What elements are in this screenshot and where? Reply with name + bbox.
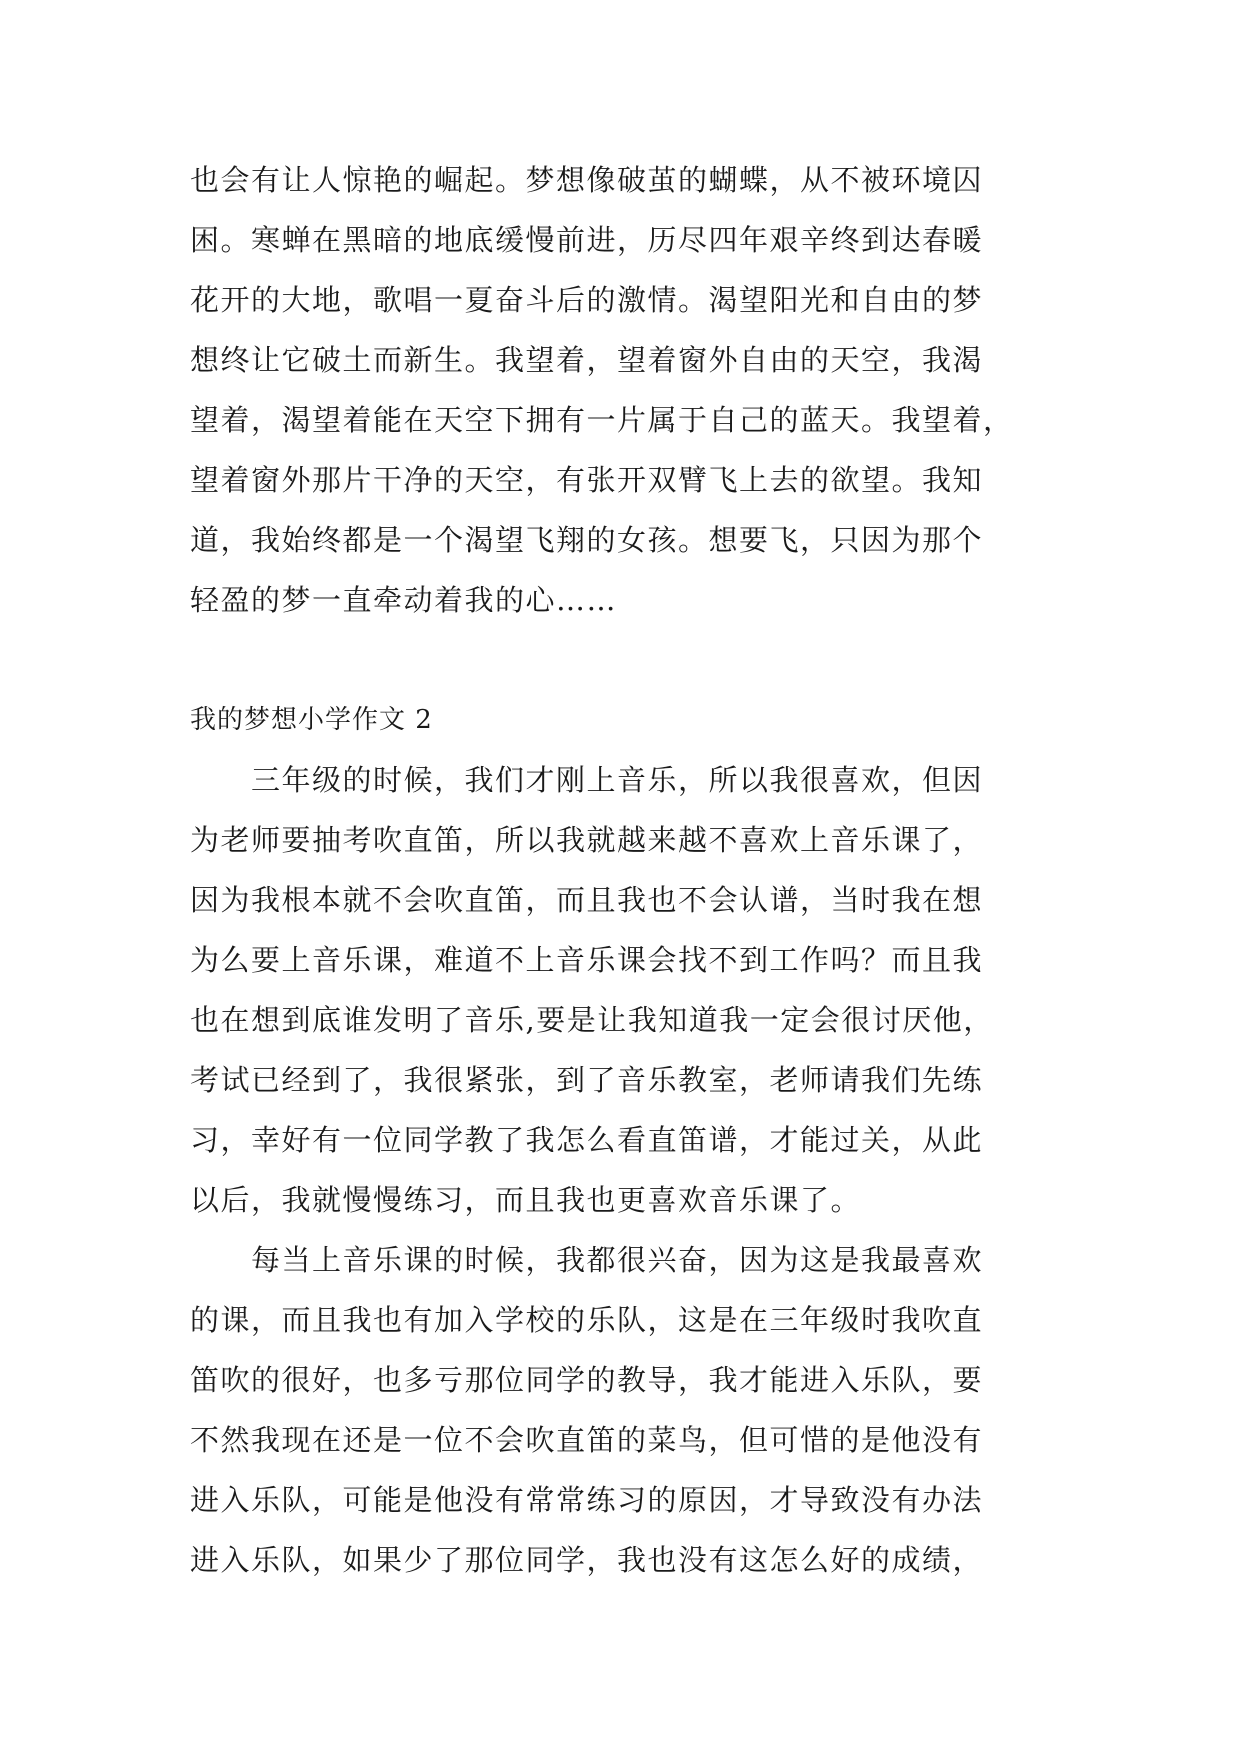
section-gap — [190, 630, 1060, 690]
paragraph-line: 也在想到底谁发明了音乐,要是让我知道我一定会很讨厌他， — [190, 1003, 994, 1037]
paragraph-line: 困。寒蝉在黑暗的地底缓慢前进，历尽四年艰辛终到达春暖 — [190, 223, 984, 257]
paragraph-line: 为么要上音乐课，难道不上音乐课会找不到工作吗？而且我 — [190, 943, 984, 977]
paragraph-line: 也会有让人惊艳的崛起。梦想像破茧的蝴蝶，从不被环境囚 — [190, 163, 984, 197]
paragraph-line: 不然我现在还是一位不会吹直笛的菜鸟，但可惜的是他没有 — [190, 1423, 984, 1457]
essay-1-tail — [190, 150, 1060, 630]
paragraph-line: 考试已经到了，我很紧张，到了音乐教室，老师请我们先练 — [190, 1063, 984, 1097]
essay-heading: 我的梦想小学作文 2 — [190, 705, 433, 735]
essay-2-body — [190, 750, 1060, 1590]
paragraph-line: 三年级的时候，我们才刚上音乐，所以我很喜欢，但因 — [190, 763, 984, 797]
paragraph-line: 进入乐队，如果少了那位同学，我也没有这怎么好的成绩， — [190, 1543, 984, 1577]
paragraph-line: 轻盈的梦一直牵动着我的心…… — [190, 583, 618, 617]
paragraph-line: 望着，渴望着能在天空下拥有一片属于自己的蓝天。我望着， — [190, 403, 1014, 437]
paragraph-line: 因为我根本就不会吹直笛，而且我也不会认谱，当时我在想 — [190, 883, 984, 917]
paragraph-line: 以后，我就慢慢练习，而且我也更喜欢音乐课了。 — [190, 1183, 862, 1217]
paragraph-line: 笛吹的很好，也多亏那位同学的教导，我才能进入乐队，要 — [190, 1363, 984, 1397]
paragraph-line: 的课，而且我也有加入学校的乐队，这是在三年级时我吹直 — [190, 1303, 984, 1337]
paragraph-line: 花开的大地，歌唱一夏奋斗后的激情。渴望阳光和自由的梦 — [190, 283, 984, 317]
paragraph-line: 道，我始终都是一个渴望飞翔的女孩。想要飞，只因为那个 — [190, 523, 984, 557]
paragraph-line: 为老师要抽考吹直笛，所以我就越来越不喜欢上音乐课了， — [190, 823, 984, 857]
paragraph-line: 望着窗外那片干净的天空，有张开双臂飞上去的欲望。我知 — [190, 463, 984, 497]
paragraph-line: 想终让它破土而新生。我望着，望着窗外自由的天空，我渴 — [190, 343, 984, 377]
paragraph-line: 每当上音乐课的时候，我都很兴奋，因为这是我最喜欢 — [190, 1243, 984, 1277]
paragraph-line: 习，幸好有一位同学教了我怎么看直笛谱，才能过关，从此 — [190, 1123, 984, 1157]
document-page — [190, 150, 1060, 1590]
paragraph-line: 进入乐队，可能是他没有常常练习的原因，才导致没有办法 — [190, 1483, 984, 1517]
